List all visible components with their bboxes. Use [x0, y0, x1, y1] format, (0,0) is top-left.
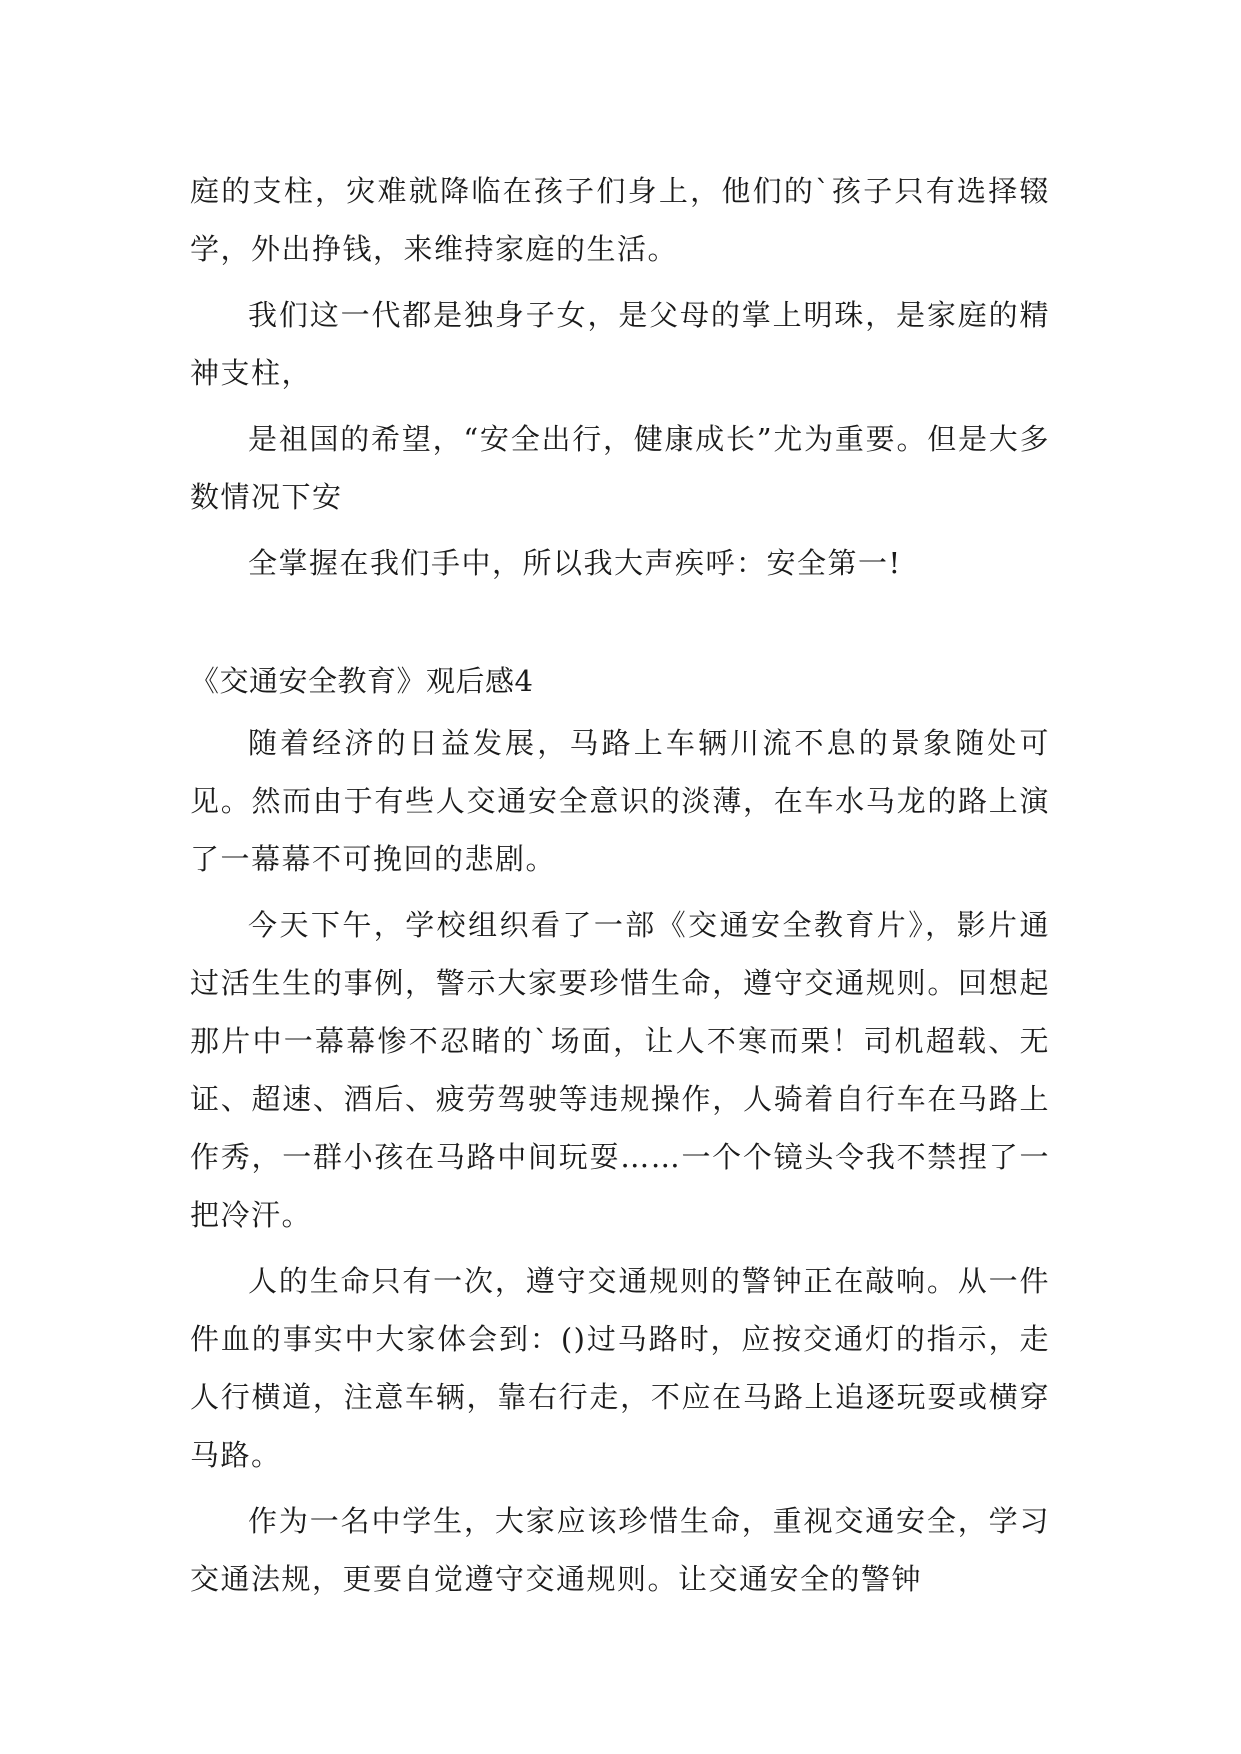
- document-body: [190, 162, 1050, 1616]
- paragraph: 作为一名中学生，大家应该珍惜生命，重视交通安全，学习交通法规，更要自觉遵守交通规则。让交通安全的警钟: [190, 1504, 1050, 1596]
- paragraph: 是祖国的希望，“安全出行，健康成长”尤为重要。但是大多数情况下安: [190, 422, 1050, 514]
- paragraph: 人的生命只有一次，遵守交通规则的警钟正在敲响。从一件件血的事实中大家体会到：()过马路时，应按交通灯的指示，走人行横道，注意车辆，靠右行走，不应在马路上追逐玩耍或横穿马路。: [190, 1264, 1050, 1472]
- paragraph: 随着经济的日益发展，马路上车辆川流不息的景象随处可见。然而由于有些人交通安全意识的淡薄，在车水马龙的路上演了一幕幕不可挽回的悲剧。: [190, 726, 1050, 876]
- paragraph: 我们这一代都是独身子女，是父母的掌上明珠，是家庭的精神支柱，: [190, 298, 1050, 390]
- paragraph: 今天下午，学校组织看了一部《交通安全教育片》，影片通过活生生的事例，警示大家要珍惜生命，遵守交通规则。回想起那片中一幕幕惨不忍睹的`场面，让人不寒而栗！司机超载、无证、超速、酒后、疲劳驾驶等违规操作，人骑着自行车在马路上作秀，一群小孩在马路中间玩耍……一个个镜头令我不禁捏了一把冷汗。: [190, 908, 1050, 1232]
- section-title: 《交通安全教育》观后感4: [190, 664, 534, 698]
- paragraph: 庭的支柱，灾难就降临在孩子们身上，他们的`孩子只有选择辍学，外出挣钱，来维持家庭的生活。: [190, 174, 1050, 266]
- paragraph: 全掌握在我们手中，所以我大声疾呼：安全第一!: [248, 546, 902, 580]
